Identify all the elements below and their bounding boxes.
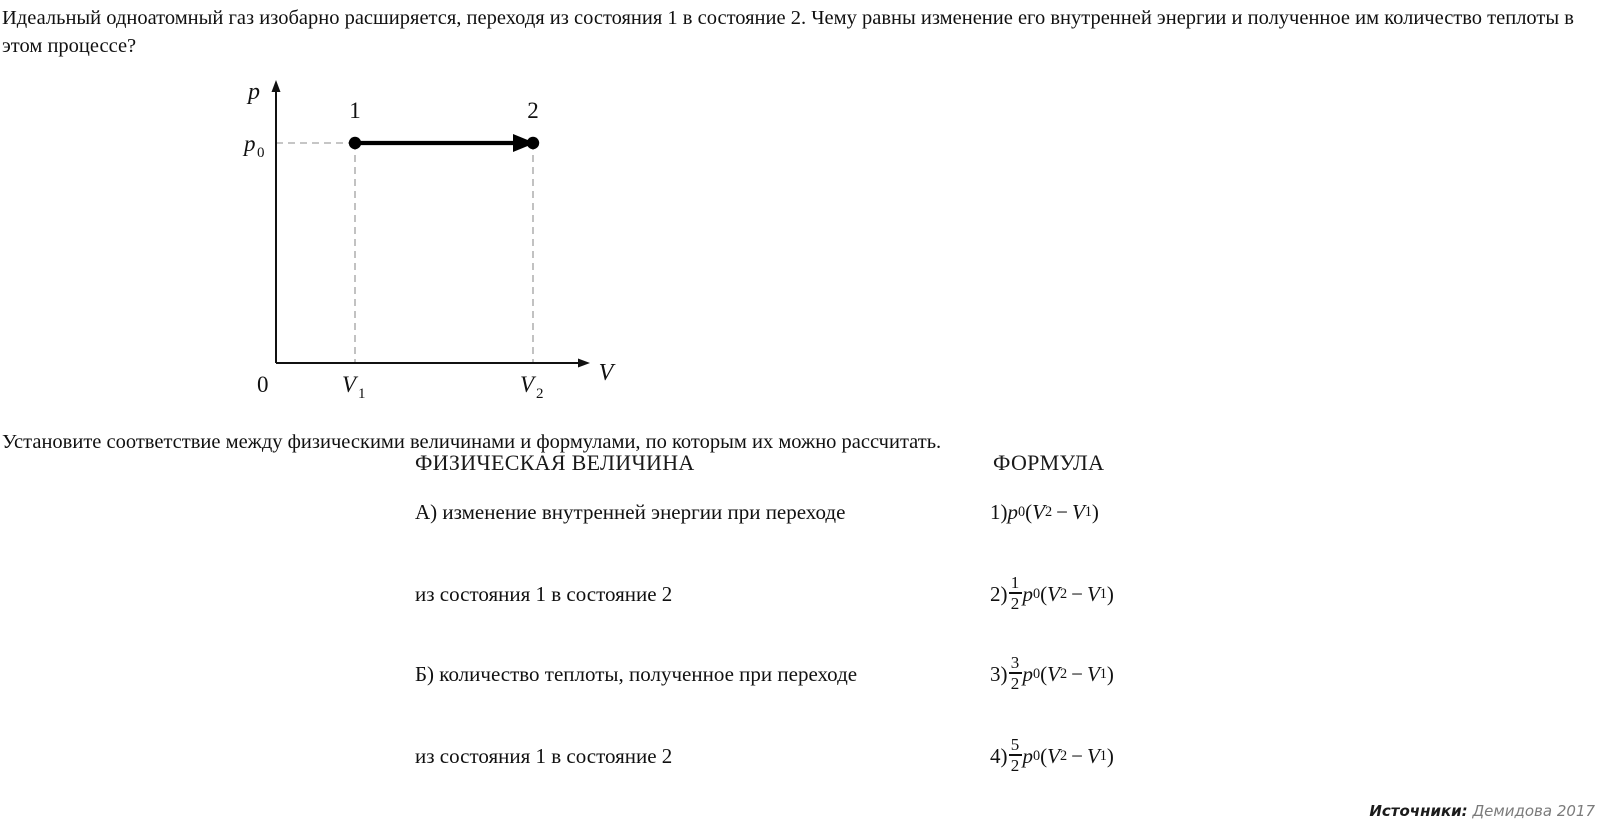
formula-close-paren: ) — [1091, 499, 1099, 524]
formula-p: p — [1022, 743, 1033, 768]
column-header-formula: ФОРМУЛА — [993, 450, 1105, 475]
formula-minus: − — [1071, 743, 1083, 768]
formula-index: 4) — [990, 743, 1008, 768]
formula-v1-sub: 1 — [1099, 665, 1107, 682]
y-axis-title: p — [248, 79, 260, 105]
formula-option[interactable] — [990, 650, 1114, 698]
x-tick-label-v2 — [520, 372, 544, 402]
formula-v2: V — [1032, 499, 1045, 524]
formula-fraction — [1009, 654, 1022, 691]
fraction-numerator: 5 — [1010, 735, 1020, 755]
formula-index: 1) — [990, 499, 1008, 524]
formula-p: p — [1022, 661, 1033, 686]
table-row — [415, 570, 1415, 656]
fraction-denominator: 2 — [1010, 593, 1020, 613]
origin-label: 0 — [257, 372, 269, 397]
formula-p: p — [1007, 499, 1018, 524]
source-value: Демидова 2017 — [1472, 802, 1595, 820]
state-label-1: 1 — [349, 98, 361, 123]
fraction-numerator: 1 — [1010, 573, 1020, 593]
quantity-text: Б) количество теплоты, полученное при переходе — [415, 662, 858, 686]
formula-index: 3) — [990, 661, 1008, 686]
formula-p-sub: 0 — [1018, 503, 1026, 520]
x-axis-title: V — [598, 360, 614, 386]
formula-v2-sub: 2 — [1059, 665, 1068, 682]
fraction-denominator: 2 — [1010, 755, 1020, 775]
formula-v1-sub: 1 — [1084, 503, 1092, 520]
quantity-text: А) изменение внутренней энергии при переходе — [415, 500, 846, 524]
formula-open-paren: ( — [1040, 661, 1048, 686]
formula-minus: − — [1071, 581, 1083, 606]
y-tick-label-p0 — [242, 131, 265, 161]
state-label-2: 2 — [527, 98, 539, 123]
formula-minus: − — [1071, 661, 1083, 686]
formula-close-paren: ) — [1106, 581, 1114, 606]
column-header-quantity: ФИЗИЧЕСКАЯ ВЕЛИЧИНА — [415, 450, 695, 475]
table-row — [415, 488, 1415, 574]
formula-index: 2) — [990, 581, 1008, 606]
source-label: Источники: — [1369, 802, 1468, 820]
quantity-text: из состояния 1 в состояние 2 — [415, 582, 673, 606]
state-point-2 — [527, 137, 539, 149]
formula-option[interactable] — [990, 488, 1099, 536]
formula-v2-sub: 2 — [1059, 747, 1068, 764]
formula-p: p — [1022, 581, 1033, 606]
formula-v1-sub: 1 — [1099, 747, 1107, 764]
state-point-1 — [349, 137, 361, 149]
formula-v1-sub: 1 — [1099, 585, 1107, 602]
formula-close-paren: ) — [1106, 661, 1114, 686]
y-axis-arrowhead — [272, 80, 281, 92]
formula-open-paren: ( — [1040, 581, 1048, 606]
formula-open-paren: ( — [1025, 499, 1033, 524]
formula-fraction — [1009, 574, 1022, 611]
formula-v2: V — [1047, 581, 1060, 606]
formula-v2: V — [1047, 743, 1060, 768]
x-axis-arrowhead — [578, 359, 590, 368]
matching-instruction: Установите соответствие между физическими величинами и формулами, по которым их можно рассчитать. — [2, 431, 942, 453]
formula-v1: V — [1071, 499, 1085, 524]
formula-option[interactable] — [990, 732, 1114, 780]
formula-minus: − — [1056, 499, 1068, 524]
fraction-numerator: 3 — [1010, 653, 1020, 673]
x-tick-2-base: V — [520, 372, 535, 397]
quantity-text: из состояния 1 в состояние 2 — [415, 744, 673, 768]
formula-v1: V — [1086, 661, 1100, 686]
table-row — [415, 732, 1415, 818]
y-tick-base: p — [244, 131, 256, 156]
table-row — [415, 650, 1415, 736]
formula-p-sub: 0 — [1033, 747, 1041, 764]
pv-diagram-svg — [230, 72, 630, 402]
formula-v2: V — [1047, 661, 1060, 686]
x-tick-1-sub: 1 — [358, 386, 366, 402]
pv-diagram — [230, 72, 630, 402]
x-tick-2-sub: 2 — [536, 386, 544, 402]
x-tick-1-base: V — [342, 372, 357, 397]
formula-p-sub: 0 — [1033, 585, 1041, 602]
y-tick-sub: 0 — [257, 145, 265, 161]
formula-close-paren: ) — [1106, 743, 1114, 768]
formula-open-paren: ( — [1040, 743, 1048, 768]
fraction-denominator: 2 — [1010, 673, 1020, 693]
formula-p-sub: 0 — [1033, 665, 1041, 682]
source-footer — [1369, 802, 1595, 820]
formula-option[interactable] — [990, 570, 1114, 618]
formula-v1: V — [1086, 743, 1100, 768]
x-tick-label-v1 — [342, 372, 366, 402]
formula-v2-sub: 2 — [1044, 503, 1053, 520]
formula-v2-sub: 2 — [1059, 585, 1068, 602]
problem-statement: Идеальный одноатомный газ изобарно расширяется, переходя из состояния 1 в состояние 2. Чему равны изменение его внутренней энергии и полученное им количество теплоты в этом процессе? — [2, 7, 1580, 57]
formula-v1: V — [1086, 581, 1100, 606]
formula-fraction — [1009, 736, 1022, 773]
